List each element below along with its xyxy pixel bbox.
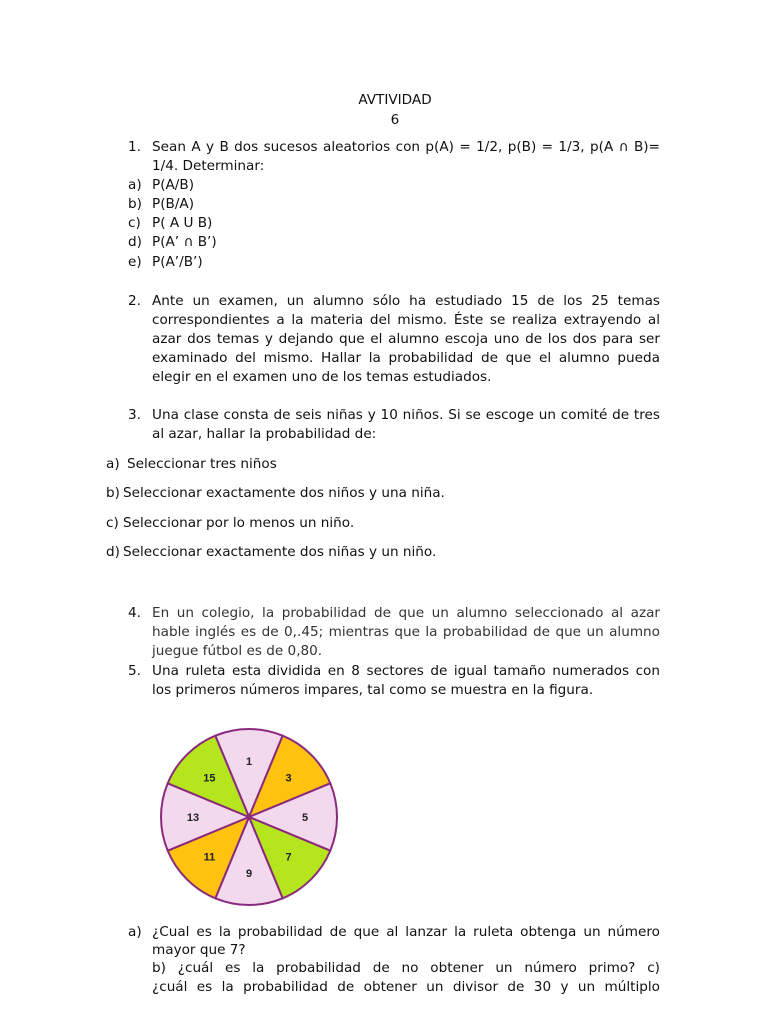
title-line-2: 6 [390, 111, 400, 128]
q1-number: 1. [128, 139, 141, 155]
q3-line-1: Una clase consta de seis niñas y 10 niños. Si se escoge un comité de tres [152, 407, 660, 423]
q1-item-a: a) P(A/B) [128, 177, 195, 193]
q5a-label: a) [128, 924, 142, 940]
q5-line-1: Una ruleta esta dividida en 8 sectores de igual tamaño numerados con [152, 663, 660, 679]
q2-number: 2. [128, 293, 141, 309]
q5c-line: ¿cuál es la probabilidad de obtener un divisor de 30 y un múltiplo [152, 979, 660, 995]
q5-number: 5. [128, 663, 141, 679]
q3-item-c-label: c) [106, 515, 119, 531]
q2-line-5: elegir en el examen uno de los temas estudiados. [152, 369, 492, 385]
title-line-1: AVTIVIDAD [358, 92, 432, 108]
roulette-label-3: 3 [285, 772, 292, 785]
q3-item-b-text: Seleccionar exactamente dos niños y una niña. [123, 485, 445, 501]
q4-number: 4. [128, 605, 141, 621]
q1-item-c: c) P( A U B) [128, 215, 213, 231]
q1-line-2: 1/4. Determinar: [152, 158, 265, 174]
q3-item-a-label: a) [106, 456, 120, 472]
q2-line-3: azar dos temas y dejando que el alumno escoja uno de los dos para ser [152, 331, 660, 347]
q5b-line: b) ¿cuál es la probabilidad de no obtener un número primo? c) [152, 960, 660, 976]
activity-title [0, 91, 768, 130]
q1-line-1: Sean A y B dos sucesos aleatorios con p(A) = 1/2, p(B) = 1/3, p(A ∩ B)= [152, 139, 660, 155]
q3-number: 3. [128, 407, 141, 423]
roulette-label-5: 5 [301, 812, 309, 824]
q2-line-4: examinado del mismo. Hallar la probabilidad de que el alumno pueda [152, 350, 660, 366]
roulette-label-15: 15 [203, 772, 216, 785]
q5a-line-2: mayor que 7? [152, 942, 246, 958]
q3-item-d-text: Seleccionar exactamente dos niñas y un niño. [123, 544, 437, 560]
q4-line-3: juegue fútbol es de 0,80. [152, 643, 323, 659]
q3-item-c-text: Seleccionar por lo menos un niño. [123, 515, 355, 531]
q4-line-2: hable inglés es de 0,.45; mientras que la probabilidad de que un alumno [152, 624, 660, 640]
roulette-label-13: 13 [186, 812, 200, 824]
q1-item-e: e) P(A’/B’) [128, 254, 203, 270]
q3-item-d-label: d) [106, 544, 120, 560]
roulette-figure [160, 726, 340, 908]
q5a-line-1: ¿Cual es la probabilidad de que al lanzar la ruleta obtenga un número [152, 924, 660, 940]
q1-item-d: d) P(A’ ∩ B’) [128, 234, 217, 250]
q1-item-b: b) P(B/A) [128, 196, 195, 212]
q3-line-2: al azar, hallar la probabilidad de: [152, 426, 377, 442]
roulette-label-9: 9 [245, 868, 253, 880]
q2-line-2: correspondientes a la materia del mismo. Éste se realiza extrayendo al [152, 312, 660, 328]
roulette-label-7: 7 [285, 851, 292, 864]
roulette-label-11: 11 [203, 851, 216, 864]
q5-line-2: los primeros números impares, tal como se muestra en la figura. [152, 682, 594, 698]
q4-line-1: En un colegio, la probabilidad de que un alumno seleccionado al azar [152, 605, 660, 621]
roulette-label-1: 1 [245, 756, 253, 768]
q2-line-1: Ante un examen, un alumno sólo ha estudiado 15 de los 25 temas [152, 293, 660, 309]
q3-item-a-text: Seleccionar tres niños [127, 456, 277, 472]
q3-item-b-label: b) [106, 485, 120, 501]
